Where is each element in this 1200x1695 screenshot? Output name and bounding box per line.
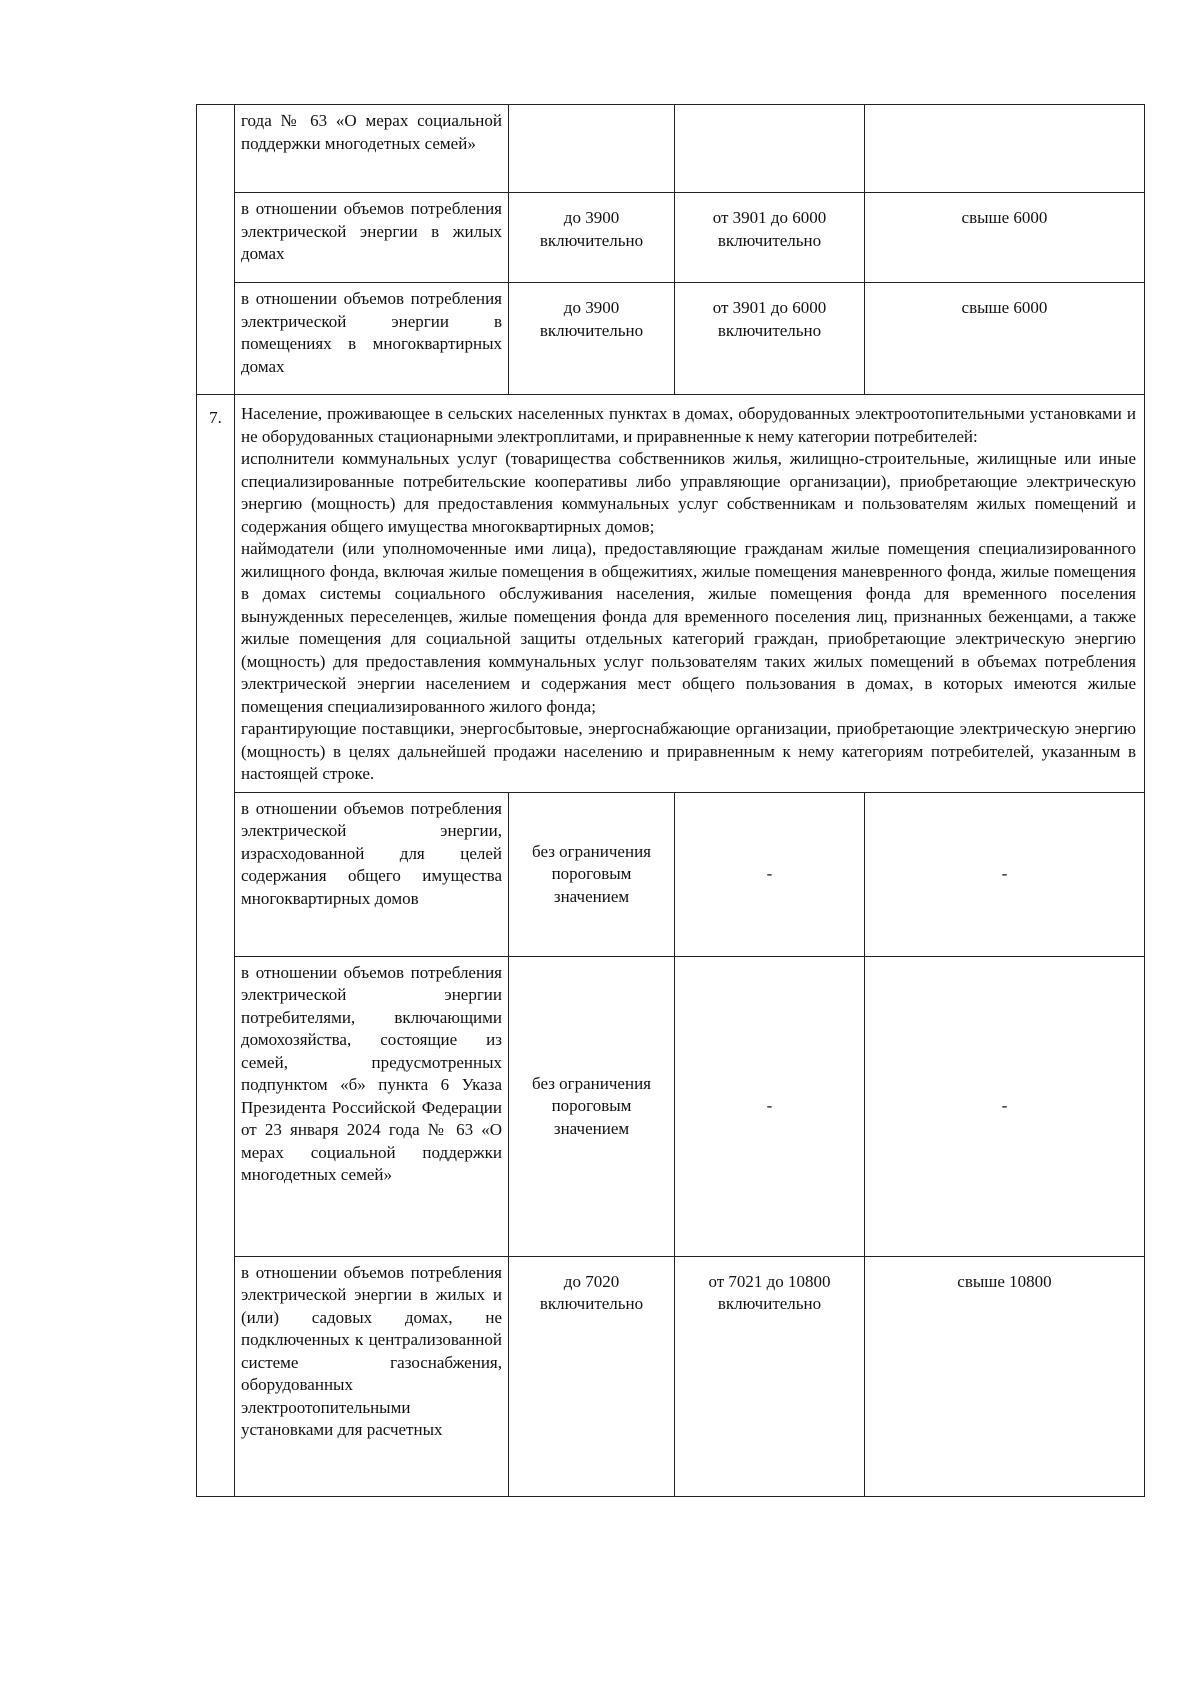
value-cell-2: - — [675, 792, 865, 956]
table-row — [197, 283, 1145, 395]
value-cell-2 — [675, 105, 865, 193]
paragraph: гарантирующие поставщики, энергосбытовые, энергоснабжающие организации, приобретающие электрическую энергию (мощность) в целях дальнейшей продажи населению и приравненным к нему категориям потребителей, указанным в настоящей строке. — [241, 719, 1136, 783]
value-cell-3: - — [865, 792, 1145, 956]
value-cell-1 — [509, 105, 675, 193]
value-cell-3: свыше 10800 — [865, 1256, 1145, 1496]
table-row — [197, 395, 1145, 793]
row-number: 7. — [197, 395, 235, 1497]
value-cell-2: от 3901 до 6000 включительно — [675, 193, 865, 283]
value-cell-3: свыше 6000 — [865, 283, 1145, 395]
value-cell-3: свыше 6000 — [865, 193, 1145, 283]
row-description: в отношении объемов потребления электрической энергии в жилых и (или) садовых домах, не подключенных к централизованной системе газоснабжения, оборудованных электроотопительными установками для расчетных — [235, 1256, 509, 1496]
table-row — [197, 193, 1145, 283]
tariff-table — [196, 104, 1145, 1497]
value-cell-1: до 3900 включительно — [509, 283, 675, 395]
row-description: в отношении объемов потребления электрической энергии в жилых домах — [235, 193, 509, 283]
value-cell-3 — [865, 105, 1145, 193]
value-cell-2: от 7021 до 10800 включительно — [675, 1256, 865, 1496]
number-cell-empty — [197, 105, 235, 395]
table-row — [197, 105, 1145, 193]
paragraph: Население, проживающее в сельских населенных пунктах в домах, оборудованных электроотопительными установками и не оборудованных стационарными электроплитами, и приравненные к нему категории потребителей: — [241, 404, 1136, 446]
value-cell-1: без ограничения пороговым значением — [509, 956, 675, 1256]
table-row — [197, 792, 1145, 956]
value-cell-1: без ограничения пороговым значением — [509, 792, 675, 956]
value-cell-1: до 3900 включительно — [509, 193, 675, 283]
value-cell-2: - — [675, 956, 865, 1256]
paragraph: наймодатели (или уполномоченные ими лица), предоставляющие гражданам жилые помещения специализированного жилищного фонда, включая жилые помещения в общежитиях, жилые помещения маневренного фонда, жилые помещения в домах системы социального обслуживания населения, жилые помещения фонда для временного поселения вынужденных переселенцев, жилые помещения фонда для временного поселения лиц, признанных беженцами, а также жилые помещения для социальной защиты отдельных категорий граждан, приобретающие электрическую энергию (мощность) для предоставления коммунальных услуг пользователям таких жилых помещений в объемах потребления электрической энергии населением и содержания мест общего пользования в домах, в которых имеются жилые помещения специализированного жилого фонда; — [241, 539, 1136, 716]
table-row — [197, 956, 1145, 1256]
row-7-description — [235, 395, 1145, 793]
value-cell-2: от 3901 до 6000 включительно — [675, 283, 865, 395]
row-description: в отношении объемов потребления электрической энергии потребителями, включающими домохозяйства, состоящие из семей, предусмотренных подпунктом «б» пункта 6 Указа Президента Российской Федерации от 23 января 2024 года № 63 «О мерах социальной поддержки многодетных семей» — [235, 956, 509, 1256]
row-description: года № 63 «О мерах социальной поддержки многодетных семей» — [235, 105, 509, 193]
value-cell-3: - — [865, 956, 1145, 1256]
value-cell-1: до 7020 включительно — [509, 1256, 675, 1496]
row-description: в отношении объемов потребления электрической энергии, израсходованной для целей содержания общего имущества многоквартирных домов — [235, 792, 509, 956]
row-description: в отношении объемов потребления электрической энергии в помещениях в многоквартирных домах — [235, 283, 509, 395]
table-row — [197, 1256, 1145, 1496]
paragraph: исполнители коммунальных услуг (товарищества собственников жилья, жилищно-строительные, жилищные или иные специализированные потребительские кооперативы либо управляющие организации), приобретающие электрическую энергию (мощность) для предоставления коммунальных услуг собственникам и пользователям жилых помещений и содержания общего имущества многоквартирных домов; — [241, 449, 1136, 536]
